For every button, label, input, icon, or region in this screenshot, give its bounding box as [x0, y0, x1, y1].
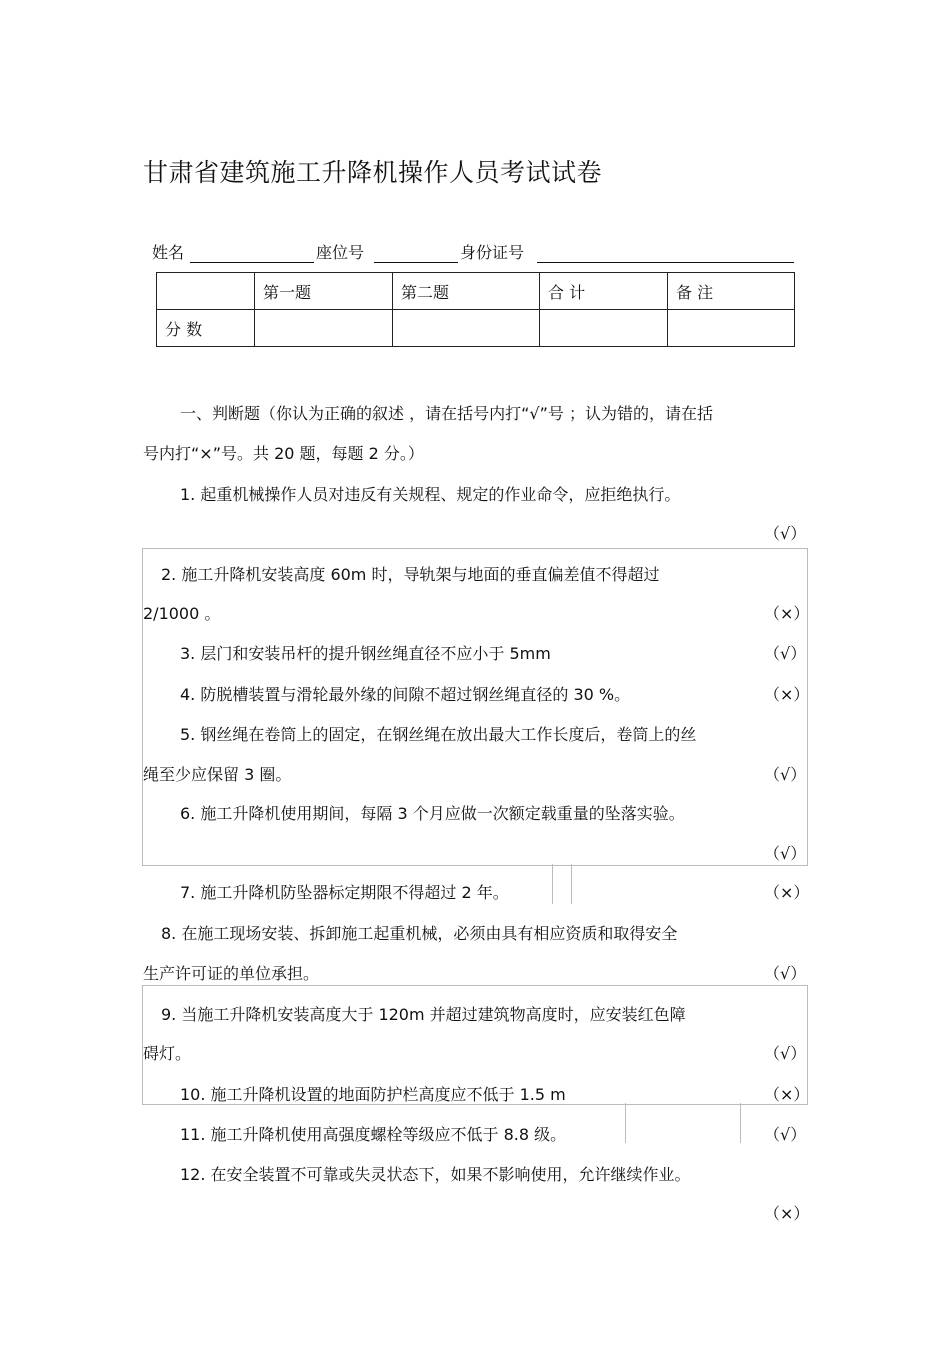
score-table-corner: [157, 273, 255, 310]
score-header-notes: 备 注: [668, 273, 795, 310]
question-8-answer: （√）: [764, 964, 807, 983]
question-8-text-cont: 生产许可证的单位承担。: [143, 964, 320, 983]
question-9-answer: （√）: [764, 1044, 807, 1063]
question-2-text-cont: 2/1000 。: [143, 604, 221, 623]
question-1-answer: （√）: [764, 524, 807, 543]
score-cell-q2[interactable]: [393, 310, 540, 347]
score-table: [156, 272, 795, 347]
scan-frame-tick-4: [740, 1103, 741, 1143]
score-header-q2: 第二题: [393, 273, 540, 310]
question-4-text: 4. 防脱槽装置与滑轮最外缘的间隙不超过钢丝绳直径的 30 %。: [180, 685, 631, 704]
question-8-text: 8. 在施工现场安装、拆卸施工起重机械，必须由具有相应资质和取得安全: [161, 924, 678, 943]
name-field-line[interactable]: [190, 262, 314, 263]
score-cell-notes[interactable]: [668, 310, 795, 347]
question-9-text: 9. 当施工升降机安装高度大于 120m 并超过建筑物高度时，应安装红色障: [161, 1005, 686, 1024]
score-cell-total[interactable]: [540, 310, 668, 347]
score-cell-q1[interactable]: [255, 310, 393, 347]
question-5-text: 5. 钢丝绳在卷筒上的固定，在钢丝绳在放出最大工作长度后，卷筒上的丝: [180, 725, 697, 744]
question-6-text: 6. 施工升降机使用期间，每隔 3 个月应做一次额定载重量的坠落实验。: [180, 804, 685, 823]
question-10-text: 10. 施工升降机设置的地面防护栏高度应不低于 1.5 m: [180, 1085, 566, 1104]
question-10-answer: （×）: [764, 1085, 810, 1104]
question-1-text: 1. 起重机械操作人员对违反有关规程、规定的作业命令，应拒绝执行。: [180, 485, 681, 504]
id-label: 身份证号: [460, 243, 525, 262]
question-9-text-cont: 碍灯。: [143, 1044, 192, 1063]
question-4-answer: （×）: [764, 685, 810, 704]
name-label: 姓名: [152, 243, 185, 262]
question-5-answer: （√）: [764, 765, 807, 784]
score-header-q1: 第一题: [255, 273, 393, 310]
question-12-text: 12. 在安全装置不可靠或失灵状态下，如果不影响使用，允许继续作业。: [180, 1165, 691, 1184]
question-6-answer: （√）: [764, 844, 807, 863]
question-2-answer: （×）: [764, 604, 810, 623]
question-11-text: 11. 施工升降机使用高强度螺栓等级应不低于 8.8 级。: [180, 1125, 567, 1144]
section-intro-line1: 一、判断题（你认为正确的叙述 ，请在括号内打“√”号 ；认为错的，请在括: [180, 404, 713, 423]
question-3-text: 3. 层门和安装吊杆的提升钢丝绳直径不应小于 5mm: [180, 644, 551, 663]
id-field-line[interactable]: [537, 262, 794, 263]
section-intro-line2: 号内打“×”号。共 20 题，每题 2 分。）: [143, 444, 424, 463]
seat-label: 座位号: [316, 243, 365, 262]
question-5-text-cont: 绳至少应保留 3 圈。: [143, 765, 292, 784]
question-7-answer: （×）: [764, 883, 810, 902]
scan-frame-tick-3: [625, 1103, 626, 1143]
question-11-answer: （√）: [764, 1125, 807, 1144]
question-2-text: 2. 施工升降机安装高度 60m 时，导轨架与地面的垂直偏差值不得超过: [161, 565, 660, 584]
scan-frame-tick-2: [571, 864, 572, 904]
page-title: 甘肃省建筑施工升降机操作人员考试试卷: [143, 158, 603, 187]
score-table-row: [157, 310, 795, 347]
scan-frame-tick-1: [552, 864, 553, 904]
score-header-total: 合 计: [540, 273, 668, 310]
score-table-header-row: [157, 273, 795, 310]
question-7-text: 7. 施工升降机防坠器标定期限不得超过 2 年。: [180, 883, 509, 902]
question-12-answer: （×）: [764, 1204, 810, 1223]
question-3-answer: （√）: [764, 644, 807, 663]
score-row-label: 分 数: [157, 310, 255, 347]
seat-field-line[interactable]: [374, 262, 458, 263]
